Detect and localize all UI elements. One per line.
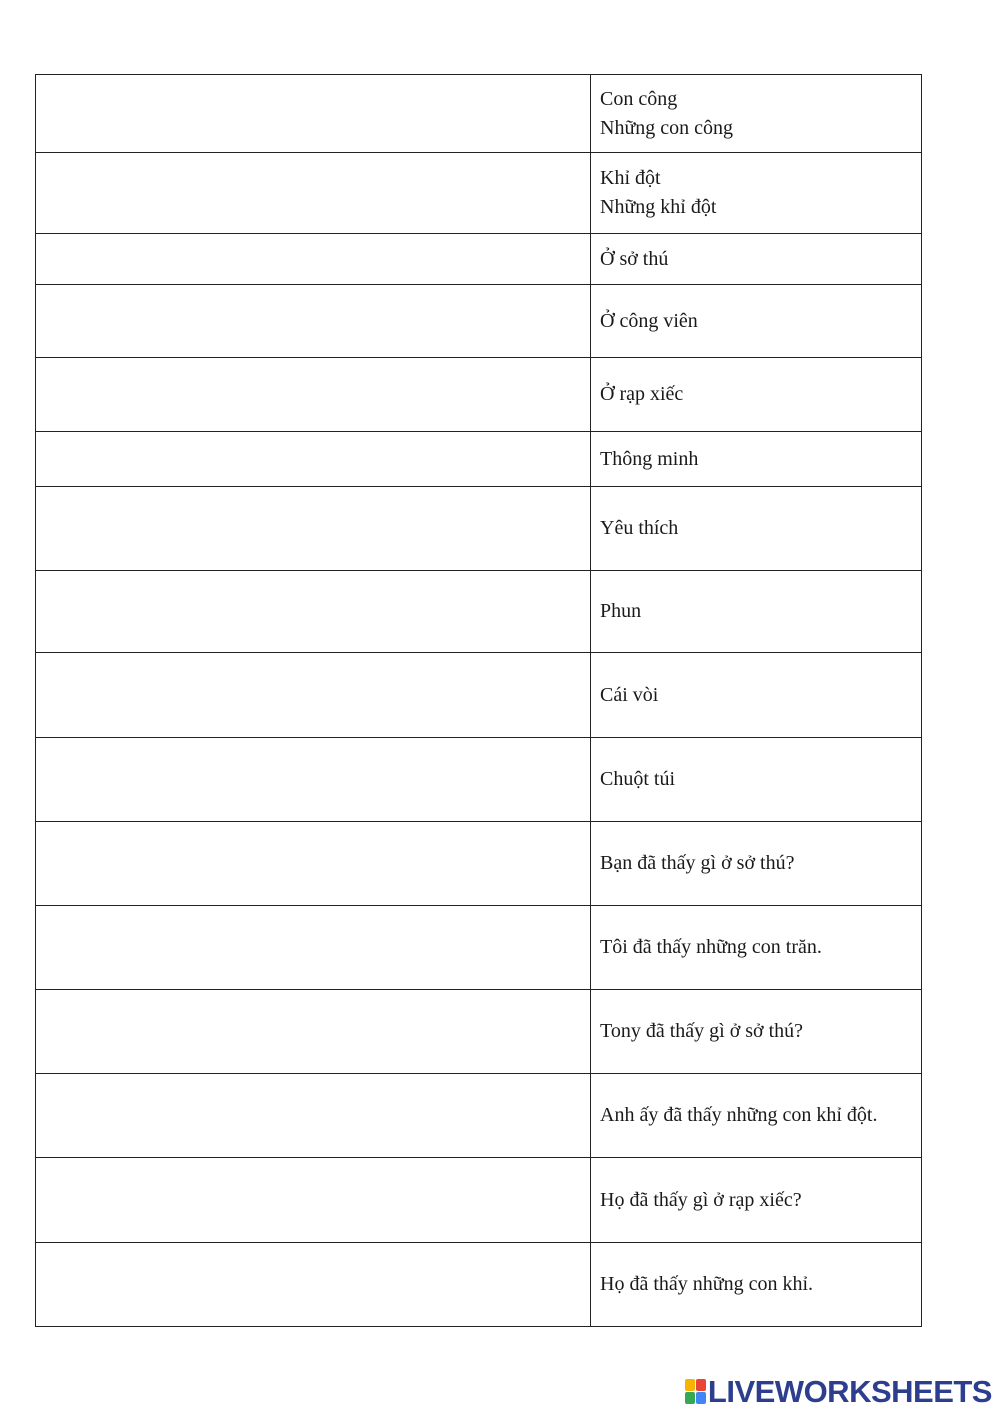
table-row (36, 1243, 922, 1327)
answer-box[interactable] (36, 487, 591, 571)
answer-box[interactable] (36, 653, 591, 738)
answer-box[interactable] (36, 906, 591, 990)
vocabulary-cell (591, 234, 922, 285)
vocabulary-cell (591, 653, 922, 738)
table-row (36, 990, 922, 1074)
answer-box[interactable] (36, 1158, 591, 1243)
vocabulary-cell (591, 432, 922, 487)
vocabulary-cell (591, 990, 922, 1074)
vocabulary-cell (591, 571, 922, 653)
table-row (36, 432, 922, 487)
vocabulary-text: Những con công (600, 116, 734, 139)
vocabulary-cell (591, 285, 922, 358)
answer-box[interactable] (36, 285, 591, 358)
answer-box[interactable] (36, 432, 591, 487)
vocabulary-cell (591, 358, 922, 432)
vocabulary-text: Những khỉ đột (600, 196, 717, 218)
answer-box[interactable] (36, 234, 591, 285)
vocabulary-text: Bạn đã thấy gì ở sở thú? (600, 852, 795, 874)
answer-box[interactable] (36, 358, 591, 432)
answer-box[interactable] (36, 990, 591, 1074)
vocabulary-text: Tony đã thấy gì ở sở thú? (600, 1020, 804, 1042)
table-row (36, 153, 922, 234)
vocabulary-text: Họ đã thấy gì ở rạp xiếc? (600, 1188, 802, 1211)
worksheet-body (36, 75, 922, 1327)
vocabulary-text: Khỉ đột (600, 167, 661, 189)
vocabulary-cell (591, 487, 922, 571)
answer-box[interactable] (36, 1074, 591, 1158)
table-row (36, 487, 922, 571)
logo-square-2 (696, 1379, 706, 1391)
table-row (36, 358, 922, 432)
table-row (36, 906, 922, 990)
vocabulary-text: Tôi đã thấy những con trăn. (600, 936, 822, 958)
vocabulary-cell (591, 906, 922, 990)
table-row (36, 822, 922, 906)
vocabulary-text: Yêu thích (600, 517, 679, 539)
vocabulary-text: Họ đã thấy những con khỉ. (600, 1273, 814, 1295)
table-row (36, 285, 922, 358)
vocabulary-text: Phun (600, 600, 642, 622)
vocabulary-text: Anh ấy đã thấy những con khỉ đột. (600, 1104, 878, 1126)
liveworksheets-logo-icon (685, 1379, 706, 1404)
table-row (36, 738, 922, 822)
answer-box[interactable] (36, 571, 591, 653)
vocabulary-text: Chuột túi (600, 768, 676, 790)
vocabulary-text: Ở sở thú (600, 247, 669, 270)
vocabulary-cell (591, 75, 922, 153)
table-row (36, 1074, 922, 1158)
worksheet-table (35, 74, 922, 1327)
answer-box[interactable] (36, 1243, 591, 1327)
table-row (36, 234, 922, 285)
vocabulary-text: Thông minh (600, 447, 699, 470)
liveworksheets-logo (685, 1376, 992, 1407)
logo-square-1 (685, 1379, 695, 1391)
vocabulary-cell (591, 153, 922, 234)
table-row (36, 571, 922, 653)
logo-square-3 (685, 1392, 695, 1404)
vocabulary-text: Con công (600, 87, 678, 110)
answer-box[interactable] (36, 153, 591, 234)
vocabulary-text: Ở công viên (600, 309, 698, 332)
answer-box[interactable] (36, 822, 591, 906)
logo-square-4 (696, 1392, 706, 1404)
table-row (36, 1158, 922, 1243)
table-row (36, 75, 922, 153)
vocabulary-cell (591, 738, 922, 822)
vocabulary-cell (591, 1074, 922, 1158)
answer-box[interactable] (36, 738, 591, 822)
vocabulary-cell (591, 1243, 922, 1327)
vocabulary-text: Ở rạp xiếc (600, 383, 684, 405)
table-row (36, 653, 922, 738)
vocabulary-text: Cái vòi (600, 683, 659, 706)
answer-box[interactable] (36, 75, 591, 153)
vocabulary-cell (591, 822, 922, 906)
vocabulary-cell (591, 1158, 922, 1243)
brand-text: LIVEWORKSHEETS (707, 1374, 992, 1409)
